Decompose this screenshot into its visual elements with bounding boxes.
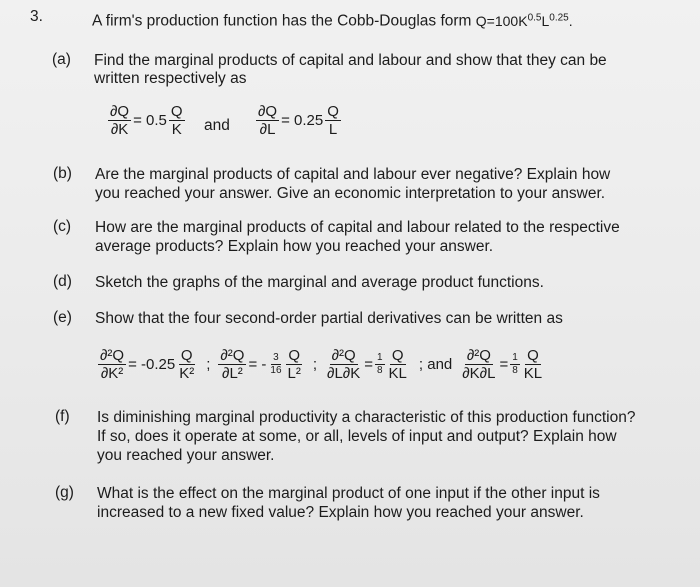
formula-eq: = <box>486 12 495 29</box>
dk2-denominator: ∂K² <box>100 365 124 382</box>
dl-denominator: ∂L <box>259 121 276 138</box>
dkdl-denominator: ∂K∂L <box>462 365 496 382</box>
formula-coef: 100 <box>494 12 519 29</box>
part-c-line-1: How are the marginal products of capital and labour related to the respective <box>95 219 620 236</box>
q-over-kl-fraction <box>522 348 544 381</box>
d2q-dk2-fraction <box>98 348 126 381</box>
formula-k: K <box>518 12 528 29</box>
q-over-l2-fraction <box>286 348 303 381</box>
formula-end: . <box>568 12 573 29</box>
part-a-line-2: written respectively as <box>94 70 247 87</box>
d2-sign: = - <box>248 356 267 373</box>
l-denominator: L <box>328 121 338 138</box>
dk-denominator: ∂K <box>110 121 129 138</box>
q-over-k-fraction <box>169 104 185 137</box>
and-connector: and <box>204 117 230 134</box>
d4-equals: = <box>499 356 509 373</box>
coef-denominator: 8 <box>512 365 518 376</box>
d2q-numerator: ∂²Q <box>220 347 245 364</box>
part-g-line-1: What is the effect on the marginal product of one input if the other input is <box>97 485 600 502</box>
question-number: 3. <box>30 8 43 25</box>
production-function-formula <box>476 13 573 29</box>
q-numerator: Q <box>170 103 183 120</box>
coef-numerator: 1 <box>512 352 518 363</box>
coef-numerator: 3 <box>273 352 279 363</box>
formula-k-exp: 0.5 <box>527 12 542 23</box>
d2q-dl2-fraction <box>218 348 246 381</box>
d2q-numerator: ∂²Q <box>466 347 491 364</box>
l2-denominator: L² <box>287 365 301 382</box>
dl2-denominator: ∂L² <box>222 365 243 382</box>
formula-q: Q <box>475 12 487 29</box>
coef-denominator: 8 <box>376 365 383 376</box>
dq-dk-fraction <box>108 104 131 137</box>
part-g-line-2: increased to a new fixed value? Explain how you reached your answer. <box>97 504 584 521</box>
separator-and: ; and <box>418 356 453 373</box>
formula-l-exp: 0.25 <box>549 12 569 23</box>
one-eighth-fraction <box>375 353 385 376</box>
d2q-dldk-fraction <box>325 348 362 381</box>
part-a-line-1: Find the marginal products of capital and labour and show that they can be <box>94 52 607 69</box>
part-e-line-1: Show that the four second-order partial derivatives can be written as <box>95 310 563 327</box>
k2-denominator: K² <box>179 365 195 382</box>
mp-labour-equation <box>256 104 343 137</box>
dldk-denominator: ∂L∂K <box>327 365 361 382</box>
three-sixteenths-fraction <box>268 353 283 376</box>
part-b-label: (b) <box>53 165 72 182</box>
part-c-label: (c) <box>53 218 72 235</box>
dq-dl-fraction <box>256 104 279 137</box>
part-f-label: (f) <box>55 408 70 425</box>
kl-denominator: KL <box>388 365 407 382</box>
dq-numerator: ∂Q <box>110 103 130 120</box>
part-g-label: (g) <box>55 484 74 501</box>
q-numerator: Q <box>288 347 301 364</box>
part-b-line-2: you reached your answer. Give an economic interpretation to your answer. <box>95 185 606 202</box>
d1-coefficient: = -0.25 <box>128 356 176 373</box>
part-f-line-2: If so, does it operate at some, or all, levels of input and output? Explain how <box>97 428 617 445</box>
separator: ; <box>312 356 318 373</box>
q-over-kl-fraction <box>387 348 409 381</box>
q-numerator: Q <box>391 347 404 364</box>
mp-capital-coefficient: = 0.5 <box>133 112 167 129</box>
d3-equals: = <box>364 356 373 373</box>
q-over-l-fraction <box>325 104 341 137</box>
dq-numerator: ∂Q <box>258 103 278 120</box>
formula-l: L <box>541 12 550 29</box>
part-d-line-1: Sketch the graphs of the marginal and average product functions. <box>95 274 544 291</box>
coef-denominator: 16 <box>270 365 282 376</box>
intro-text: A firm's production function has the Cobb-Douglas form <box>92 12 472 30</box>
q-numerator: Q <box>327 103 339 120</box>
mp-labour-coefficient: = 0.25 <box>281 112 324 129</box>
part-c-line-2: average products? Explain how you reached your answer. <box>95 238 494 255</box>
part-f-line-3: you reached your answer. <box>97 447 275 464</box>
kl-denominator: KL <box>523 365 543 382</box>
part-b-line-1: Are the marginal products of capital and labour ever negative? Explain how <box>95 166 611 183</box>
q-numerator: Q <box>527 347 539 364</box>
part-d-label: (d) <box>53 273 72 290</box>
question-intro <box>92 8 573 31</box>
d2q-dkdl-fraction <box>460 348 497 381</box>
mp-capital-equation <box>108 104 187 137</box>
separator: ; <box>206 356 211 373</box>
d2q-numerator: ∂²Q <box>100 347 125 364</box>
one-eighth-fraction <box>510 353 520 376</box>
d2q-numerator: ∂²Q <box>331 347 356 364</box>
coef-numerator: 1 <box>376 352 383 363</box>
second-derivatives-row <box>98 348 546 381</box>
part-e-label: (e) <box>53 309 72 326</box>
part-f-line-1: Is diminishing marginal productivity a characteristic of this production function? <box>97 409 636 426</box>
part-a-label: (a) <box>52 51 71 68</box>
k-denominator: K <box>171 121 182 138</box>
q-numerator: Q <box>180 347 193 364</box>
q-over-k2-fraction <box>177 348 196 381</box>
